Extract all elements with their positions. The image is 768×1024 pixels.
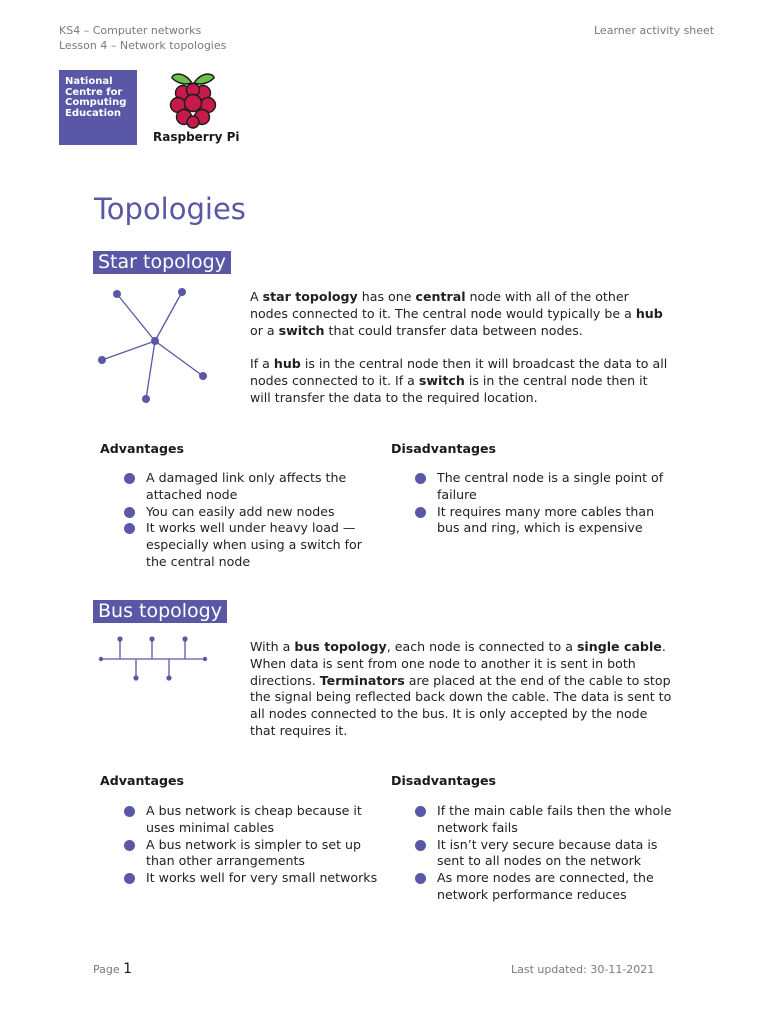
ncce-logo-line: Centre for [65, 86, 123, 98]
bullet-icon [124, 507, 135, 518]
bullet-icon [124, 523, 135, 534]
list-item: A damaged link only affects the attached node [100, 470, 380, 504]
bullet-icon [124, 873, 135, 884]
bus-advantages-list [100, 803, 380, 887]
star-advantages-list [100, 470, 380, 571]
page-label: Page [93, 963, 120, 976]
bus-topology-heading: Bus topology [93, 600, 227, 623]
page-number: 1 [123, 961, 133, 977]
bus-description [250, 639, 672, 740]
list-item: The central node is a single point of failure [391, 470, 676, 504]
bullet-icon [124, 840, 135, 851]
lesson-label: Lesson 4 – Network topologies [59, 39, 227, 52]
list-item: A bus network is cheap because it uses minimal cables [100, 803, 380, 837]
last-updated-label: Last updated: 30-11-2021 [511, 963, 655, 976]
bus-advantages-heading: Advantages [100, 773, 185, 788]
star-topology-diagram [90, 283, 220, 408]
star-paragraph-2: If a hub is in the central node then it will broadcast the data to all nodes connected to it. If a switch is in the central node then it will transfer the data to the required location. [250, 356, 668, 405]
bullet-icon [124, 473, 135, 484]
ncce-logo-line: Education [65, 107, 121, 119]
ncce-logo-line: National [65, 76, 113, 87]
ncce-logo-line: Computing [65, 97, 127, 108]
ncce-logo [59, 70, 137, 145]
course-label: KS4 – Computer networks [59, 24, 202, 37]
list-item: If the main cable fails then the whole network fails [391, 803, 676, 837]
list-item: It works well under heavy load — especially when using a switch for the central node [100, 520, 380, 570]
star-disadvantages-list [391, 470, 676, 537]
list-item: It works well for very small networks [100, 870, 380, 887]
star-disadvantages-heading: Disadvantages [391, 441, 497, 456]
list-item: It isn’t very secure because data is sent to all nodes on the network [391, 837, 676, 871]
bullet-icon [415, 507, 426, 518]
bullet-icon [124, 806, 135, 817]
list-item: As more nodes are connected, the network performance reduces [391, 870, 676, 904]
bus-topology-diagram [96, 634, 211, 684]
star-topology-heading: Star topology [93, 251, 231, 274]
bus-disadvantages-list [391, 803, 676, 904]
star-paragraph-1: A star topology has one central node with all of the other nodes connected to it. The central node would typically be a hub or a switch that could transfer data between nodes. [250, 289, 663, 338]
list-item: You can easily add new nodes [100, 504, 380, 521]
page-footer [93, 961, 132, 977]
bus-paragraph-1: With a bus topology, each node is connected to a single cable. When data is sent from one node to another it is sent in both directions. Terminators are placed at the end of the cable to stop the signal being reflected back down the cable. The data is sent to all nodes connected to the bus. It is only accepted by the node that requires it. [250, 639, 672, 738]
page-title: Topologies [94, 192, 246, 226]
raspberry-pi-logo [166, 69, 220, 129]
star-description [250, 289, 670, 407]
bullet-icon [415, 473, 426, 484]
sheet-type-label: Learner activity sheet [594, 24, 715, 37]
star-advantages-heading: Advantages [100, 441, 185, 456]
list-item: A bus network is simpler to set up than other arrangements [100, 837, 380, 871]
raspberry-pi-label: Raspberry Pi [153, 130, 240, 144]
bullet-icon [415, 873, 426, 884]
bullet-icon [415, 840, 426, 851]
bus-disadvantages-heading: Disadvantages [391, 773, 497, 788]
bullet-icon [415, 806, 426, 817]
list-item: It requires many more cables than bus and ring, which is expensive [391, 504, 676, 538]
